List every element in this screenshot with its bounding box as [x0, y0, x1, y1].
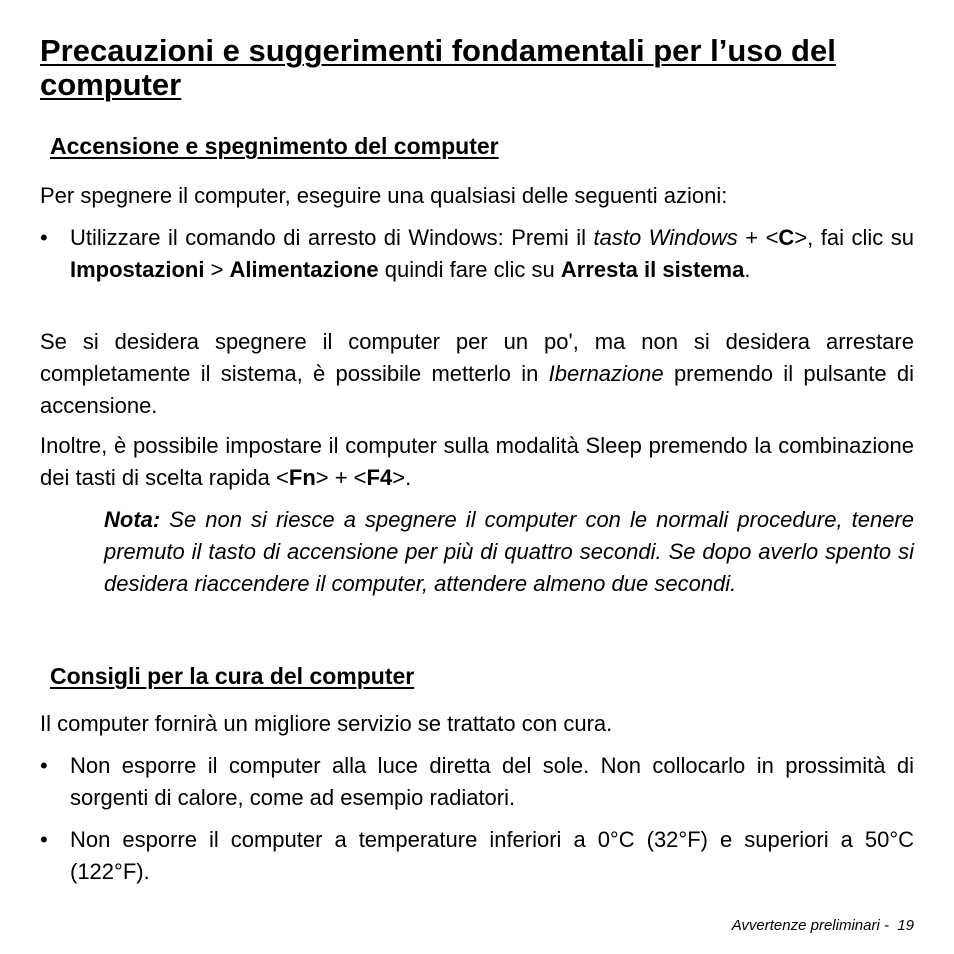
text-run: quindi fare clic su [378, 257, 561, 282]
paragraph-hibernate [40, 326, 914, 422]
text-run: Inoltre, è possibile impostare il computer sulla modalità Sleep premendo la combinazione dei tasti di scelta rapida < [40, 433, 914, 490]
paragraph-sleep [40, 430, 914, 494]
list-item-text: Non esporre il computer a temperature inferiori a 0°C (32°F) e superiori a 50°C (122°F). [70, 827, 914, 884]
text-run: premendo il pulsante di accensione. [40, 361, 914, 418]
text-run: >, fai clic su [794, 225, 914, 250]
list-item-sunlight [40, 750, 914, 814]
bullet-glyph: • [40, 827, 48, 852]
footer-label: Avvertenze preliminari - [731, 917, 898, 934]
list-item-text: Non esporre il computer alla luce diretta del sole. Non collocarlo in prossimità di sorgenti di calore, come ad esempio radiatori. [70, 753, 914, 810]
text-run: > [204, 257, 230, 282]
page-title: Precauzioni e suggerimenti fondamentali per l’uso del computer [40, 33, 836, 102]
text-run-bold: F4 [366, 465, 393, 490]
text-run-bold: Impostazioni [70, 257, 205, 282]
page-footer [732, 917, 914, 934]
text-run: Utilizzare il comando di arresto di Windows: Premi il [70, 225, 594, 250]
section-heading-care: Consigli per la cura del computer [50, 663, 415, 689]
text-run: + < [737, 225, 779, 250]
paragraph-care-intro: Il computer fornirà un migliore servizio se trattato con cura. [40, 711, 613, 736]
note-text: Se non si riesce a spegnere il computer con le normali procedure, tenere premuto il tasto di accensione per più di quattro secondi. Se dopo averlo spento si desidera riaccendere il computer, attendere almeno due secondi. [104, 507, 914, 596]
paragraph-intro: Per spegnere il computer, eseguire una qualsiasi delle seguenti azioni: [40, 183, 728, 208]
text-run: > + < [315, 465, 367, 490]
note-label: Nota: [104, 507, 161, 532]
list-item-text [70, 222, 914, 286]
text-run: . [744, 257, 751, 282]
text-run-bold: Alimentazione [229, 257, 379, 282]
page-number: 19 [897, 917, 914, 934]
text-run-bold: Arresta il sistema [560, 257, 745, 282]
text-run: Se si desidera spegnere il computer per un po', ma non si desidera arrestare completamente il sistema, è possibile metterlo in [40, 329, 914, 386]
text-run-italic: tasto Windows [593, 225, 738, 250]
list-item-temperature [40, 824, 914, 888]
bullet-glyph: • [40, 753, 48, 778]
text-run: >. [392, 465, 412, 490]
text-run-italic: Ibernazione [548, 361, 664, 386]
note-block [104, 504, 914, 600]
bullet-glyph: • [40, 225, 48, 250]
list-item-shutdown [40, 222, 914, 286]
text-run-bold: Fn [288, 465, 316, 490]
section-heading-power: Accensione e spegnimento del computer [50, 133, 499, 159]
text-run-bold: C [778, 225, 795, 250]
